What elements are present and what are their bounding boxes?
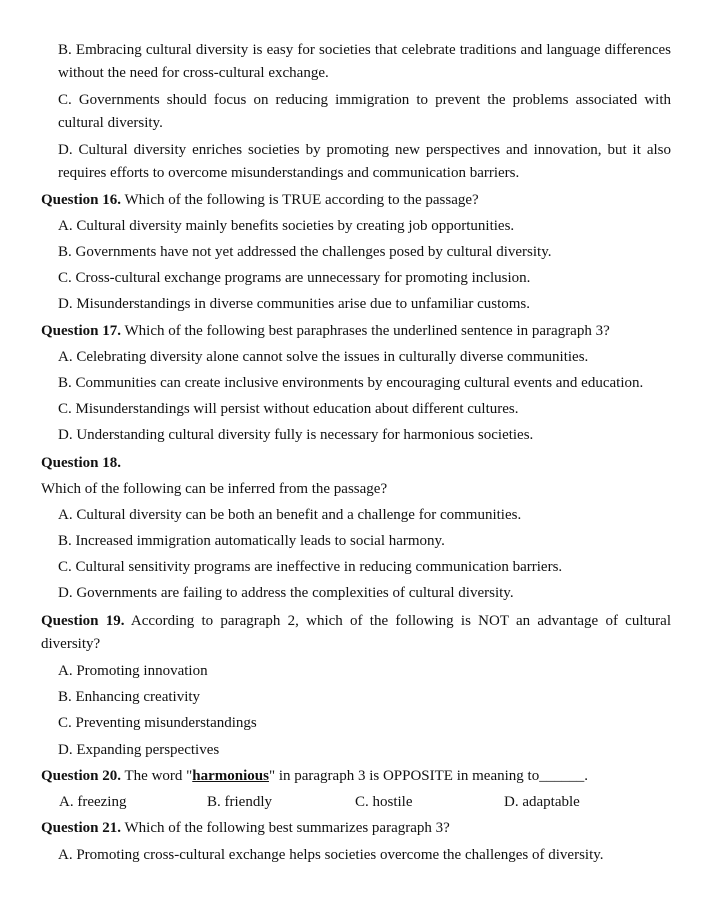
q20-option-a: A. freezing (59, 794, 127, 810)
q18-option-c: C. Cultural sensitivity programs are ineffective in reducing communication barriers. (58, 559, 563, 575)
q20-option-c: C. hostile (355, 794, 413, 810)
q19-option-d: D. Expanding perspectives (58, 742, 220, 758)
option-b: B. Embracing cultural diversity is easy for societies that celebrate traditions and language differences without the need for cross-cultural exchange. (58, 42, 671, 81)
q19-option-b: B. Enhancing creativity (58, 689, 201, 705)
question-text: According to paragraph 2, which of the following is NOT an advantage of cultural diversity? (41, 613, 671, 652)
question-text: Which of the following best summarizes paragraph 3? (121, 820, 450, 836)
q18-option-d: D. Governments are failing to address the complexities of cultural diversity. (58, 585, 514, 601)
question-16 (41, 189, 671, 212)
question-text-after: " in paragraph 3 is OPPOSITE in meaning to______. (268, 768, 588, 784)
option-d: D. Cultural diversity enriches societies by promoting new perspectives and innovation, but it also requires efforts to overcome misunderstandings and communication barriers. (58, 142, 671, 181)
q17-option-a: A. Celebrating diversity alone cannot solve the issues in culturally diverse communities. (58, 349, 589, 365)
question-label: Question 20. (41, 768, 122, 784)
q16-option-c: C. Cross-cultural exchange programs are unnecessary for promoting inclusion. (58, 270, 531, 286)
question-label: Question 17. (41, 323, 122, 339)
q18-option-b: B. Increased immigration automatically leads to social harmony. (58, 533, 445, 549)
question-label: Question 21. (41, 820, 122, 836)
q16-option-d: D. Misunderstandings in diverse communities arise due to unfamiliar customs. (58, 296, 531, 312)
q19-option-a: A. Promoting innovation (58, 663, 208, 679)
q20-option-b: B. friendly (207, 794, 272, 810)
question-17 (41, 320, 671, 343)
question-label: Question 19. (41, 613, 125, 629)
question-18-label (41, 452, 671, 475)
q21-option-a: A. Promoting cross-cultural exchange helps societies overcome the challenges of diversity. (58, 847, 604, 863)
q16-option-a: A. Cultural diversity mainly benefits societies by creating job opportunities. (58, 218, 515, 234)
q17-option-b: B. Communities can create inclusive environments by encouraging cultural events and education. (58, 375, 644, 391)
keyword-harmonious: harmonious (192, 768, 269, 784)
question-20 (41, 765, 671, 788)
question-18-text: Which of the following can be inferred from the passage? (41, 481, 388, 497)
question-label: Question 16. (41, 192, 122, 208)
option-c: C. Governments should focus on reducing immigration to prevent the problems associated with cultural diversity. (58, 92, 671, 131)
question-21 (41, 817, 671, 840)
q19-option-c: C. Preventing misunderstandings (58, 715, 257, 731)
q20-option-d: D. adaptable (504, 794, 580, 810)
q18-option-a: A. Cultural diversity can be both an benefit and a challenge for communities. (58, 507, 522, 523)
question-label: Question 18. (41, 455, 122, 471)
q17-option-c: C. Misunderstandings will persist without education about different cultures. (58, 401, 519, 417)
question-text-before: The word " (121, 768, 193, 784)
q20-options-row (58, 791, 678, 814)
q17-option-d: D. Understanding cultural diversity fully is necessary for harmonious societies. (58, 427, 534, 443)
question-text: Which of the following best paraphrases the underlined sentence in paragraph 3? (121, 323, 610, 339)
q16-option-b: B. Governments have not yet addressed the challenges posed by cultural diversity. (58, 244, 552, 260)
question-text: Which of the following is TRUE according to the passage? (121, 192, 479, 208)
question-19 (41, 610, 671, 656)
